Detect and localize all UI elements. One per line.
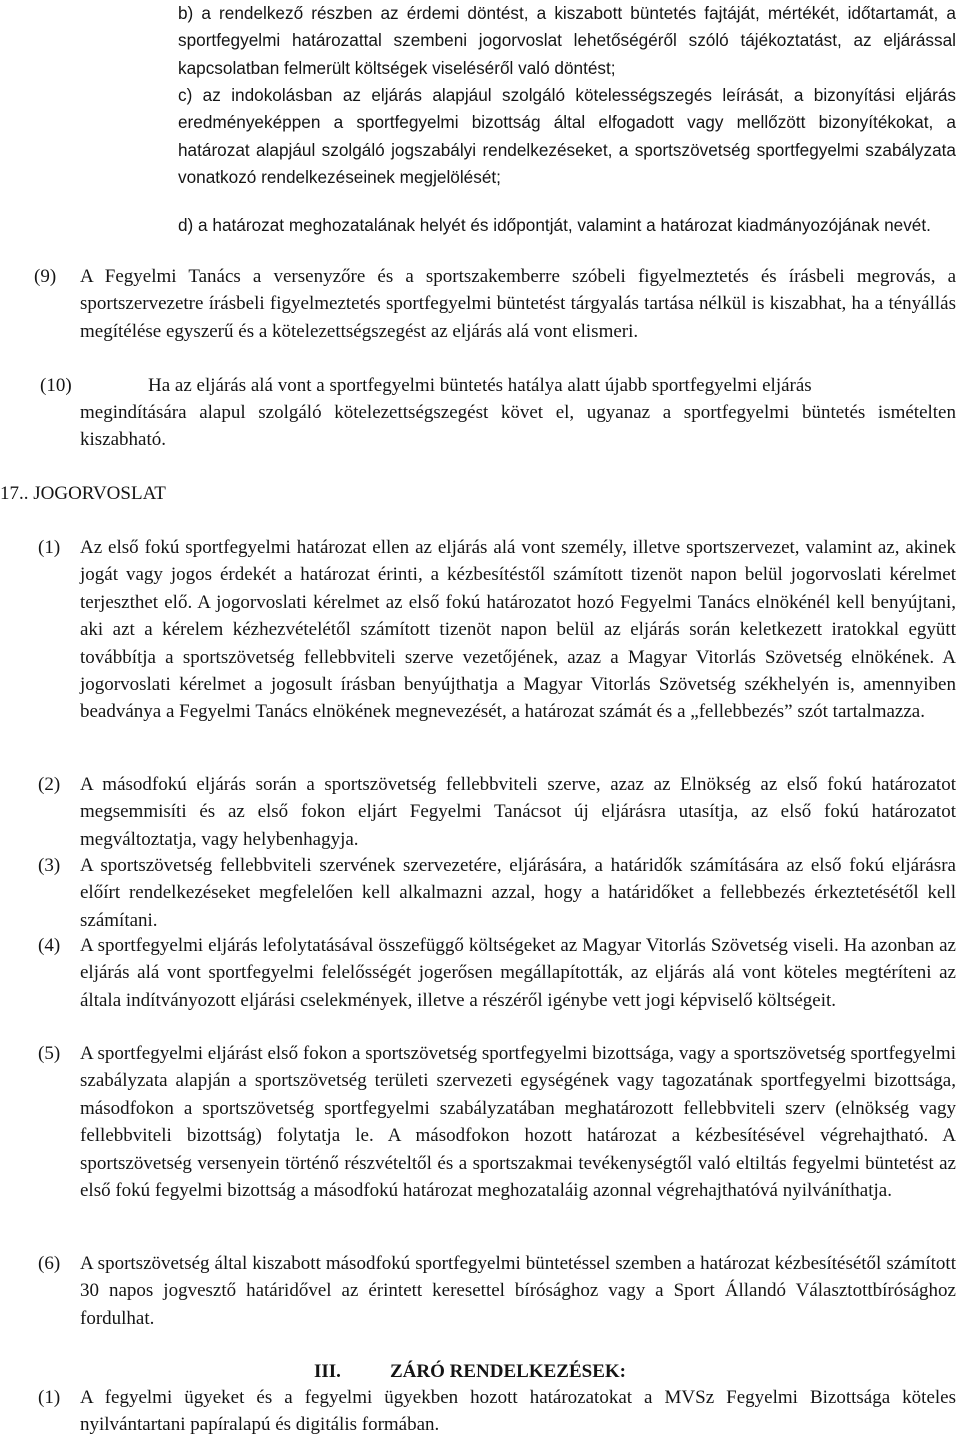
list-item-c: c) az indokolásban az eljárás alapjául szolgáló kötelességszegés leírását, a bizonyítási eljárás eredményeképpen a sportfegyelmi bizottság által elfogadott vagy mellőzött bizonyítékokat, a határozat alapjául szolgáló jogszabályi rendelkezéseket, a sportszövetség sportfegyelmi szabályzata vonatkozó rendelkezéseinek megjelölését;	[178, 85, 956, 188]
paragraph-17-1: Az első fokú sportfegyelmi határozat ellen az eljárás alá vont személy, illetve sportszervezet, valamint az, akinek jogát vagy jogos érdekét a határozat érinti, a kézbesítéstől számított tizenöt napon belül jogorvoslati kérelmet terjeszthet elő. A jogorvoslati kérelmet az első fokú határozatot hozó Fegyelmi Tanács elnökénél kell benyújtani, aki azt a kérelem kézhezvételétől számított tizenöt napon belül az eljárás során keletkezett iratokkal együtt továbbítja a sportszövetség fellebbviteli szerve vezetőjének, azaz a Magyar Vitorlás Szövetség elnökének. A jogorvoslati kérelmet a jogosult írásban benyújthatja a Magyar Vitorlás Szövetség székhelyén is, amennyiben beadványa a Fegyelmi Tanács elnökének megnevezését, a határozat számát és a „fellebbezés” szót tartalmazza.	[80, 537, 956, 723]
paragraph-9: A Fegyelmi Tanács a versenyzőre és a sportszakemberre szóbeli figyelmeztetés és írásbeli megrovás, a sportszervezetre írásbeli figyelmeztetés sportfegyelmi büntetést tárgyalás tartása nélkül is kiszabhat, ha a tényállás megítélése egyszerű és a kötelezettségszegést az eljárás alá vont elismeri.	[80, 266, 956, 342]
paragraph-17-4: A sportfegyelmi eljárás lefolytatásával összefüggő költségeket az Magyar Vitorlás Szövetség viseli. Ha azonban az eljárás alá vont sportfegyelmi felelősségét jogerősen megállapították, az eljárás alá vont köteles megtéríteni az általa indítványozott eljárási cselekmények, illetve a részéről igénybe vett jogi képviselő költségeit.	[80, 935, 956, 1011]
paragraph-17-2: A másodfokú eljárás során a sportszövetség fellebbviteli szerve, azaz az Elnökség az első fokú határozatot megsemmisíti és az első fokon eljárt Fegyelmi Tanácsot új eljárásra utasítja, az első fokú határozatot megváltoztatja, vagy helybenhagyja.	[80, 774, 956, 850]
paragraph-17-5: A sportfegyelmi eljárást első fokon a sportszövetség sportfegyelmi bizottsága, vagy a sportszövetség sportfegyelmi szabályzata alapján a sportszövetség területi szervezeti egységének vagy tagozatának sportfegyelmi bizottsága, másodfokon a sportszövetség sportfegyelmi szabályzatában meghatározott fellebbviteli szerv (elnökség vagy fellebbviteli bizottság) folytatja le. A másodfokon hozott határozat a kézbesítésével végrehajtható. A sportszövetség versenyein történő részvételtől és a sportszakmai tevékenységtől való eltiltás fegyelmi büntetést az első fokú fegyelmi bizottság a másodfokú határozat meghozataláig azonnal végrehajthatóvá nyilváníthatja.	[80, 1043, 956, 1202]
chapter-title: ZÁRÓ RENDELKEZÉSEK:	[390, 1361, 626, 1382]
list-item-b: b) a rendelkező részben az érdemi döntést, a kiszabott büntetés fajtáját, mértékét, időtartamát, a sportfegyelmi határozattal szembeni jogorvoslat lehetőségéről szóló tájékoztatást, az eljárással kapcsolatban felmerült költségek viseléséről való döntést;	[178, 3, 956, 78]
section-heading: 17.. JOGORVOSLAT	[0, 483, 166, 504]
paragraph-10-first-line: Ha az eljárás alá vont a sportfegyelmi büntetés hatálya alatt újabb sportfegyelmi eljárás	[148, 375, 812, 396]
paragraph-number: (6)	[38, 1253, 61, 1274]
paragraph-number: (9)	[34, 266, 57, 287]
paragraph-number: (3)	[38, 855, 61, 876]
paragraph-10: megindítására alapul szolgáló kötelezettségszegést követ el, ugyanaz a sportfegyelmi büntetés ismételten kiszabható.	[80, 402, 956, 451]
paragraph-number: (5)	[38, 1043, 61, 1064]
paragraph-number: (1)	[38, 537, 61, 558]
chapter-number: III.	[314, 1361, 341, 1382]
closing-paragraph-1: A fegyelmi ügyeket és a fegyelmi ügyekben hozott határozatokat a MVSz Fegyelmi Bizottsága köteles nyilvántartani papíralapú és digitális formában.	[80, 1387, 956, 1436]
paragraph-17-6: A sportszövetség által kiszabott másodfokú sportfegyelmi büntetéssel szemben a határozat kézbesítésétől számított 30 napos jogvesztő határidővel az érintett keresettel bírósághoz vagy a Sport Állandó Választottbírósághoz fordulhat.	[80, 1253, 956, 1329]
paragraph-number: (10)	[40, 375, 72, 396]
paragraph-number: (1)	[38, 1387, 61, 1408]
list-item-d: d) a határozat meghozatalának helyét és időpontját, valamint a határozat kiadmányozójának nevét.	[178, 215, 931, 235]
paragraph-number: (2)	[38, 774, 61, 795]
paragraph-17-3: A sportszövetség fellebbviteli szervének szervezetére, eljárására, a határidők számítására az első fokú eljárásra előírt rendelkezéseket megfelelően kell alkalmazni azzal, hogy a határidőket a fellebbezés érkeztetésétől kell számítani.	[80, 855, 956, 931]
paragraph-number: (4)	[38, 935, 61, 956]
